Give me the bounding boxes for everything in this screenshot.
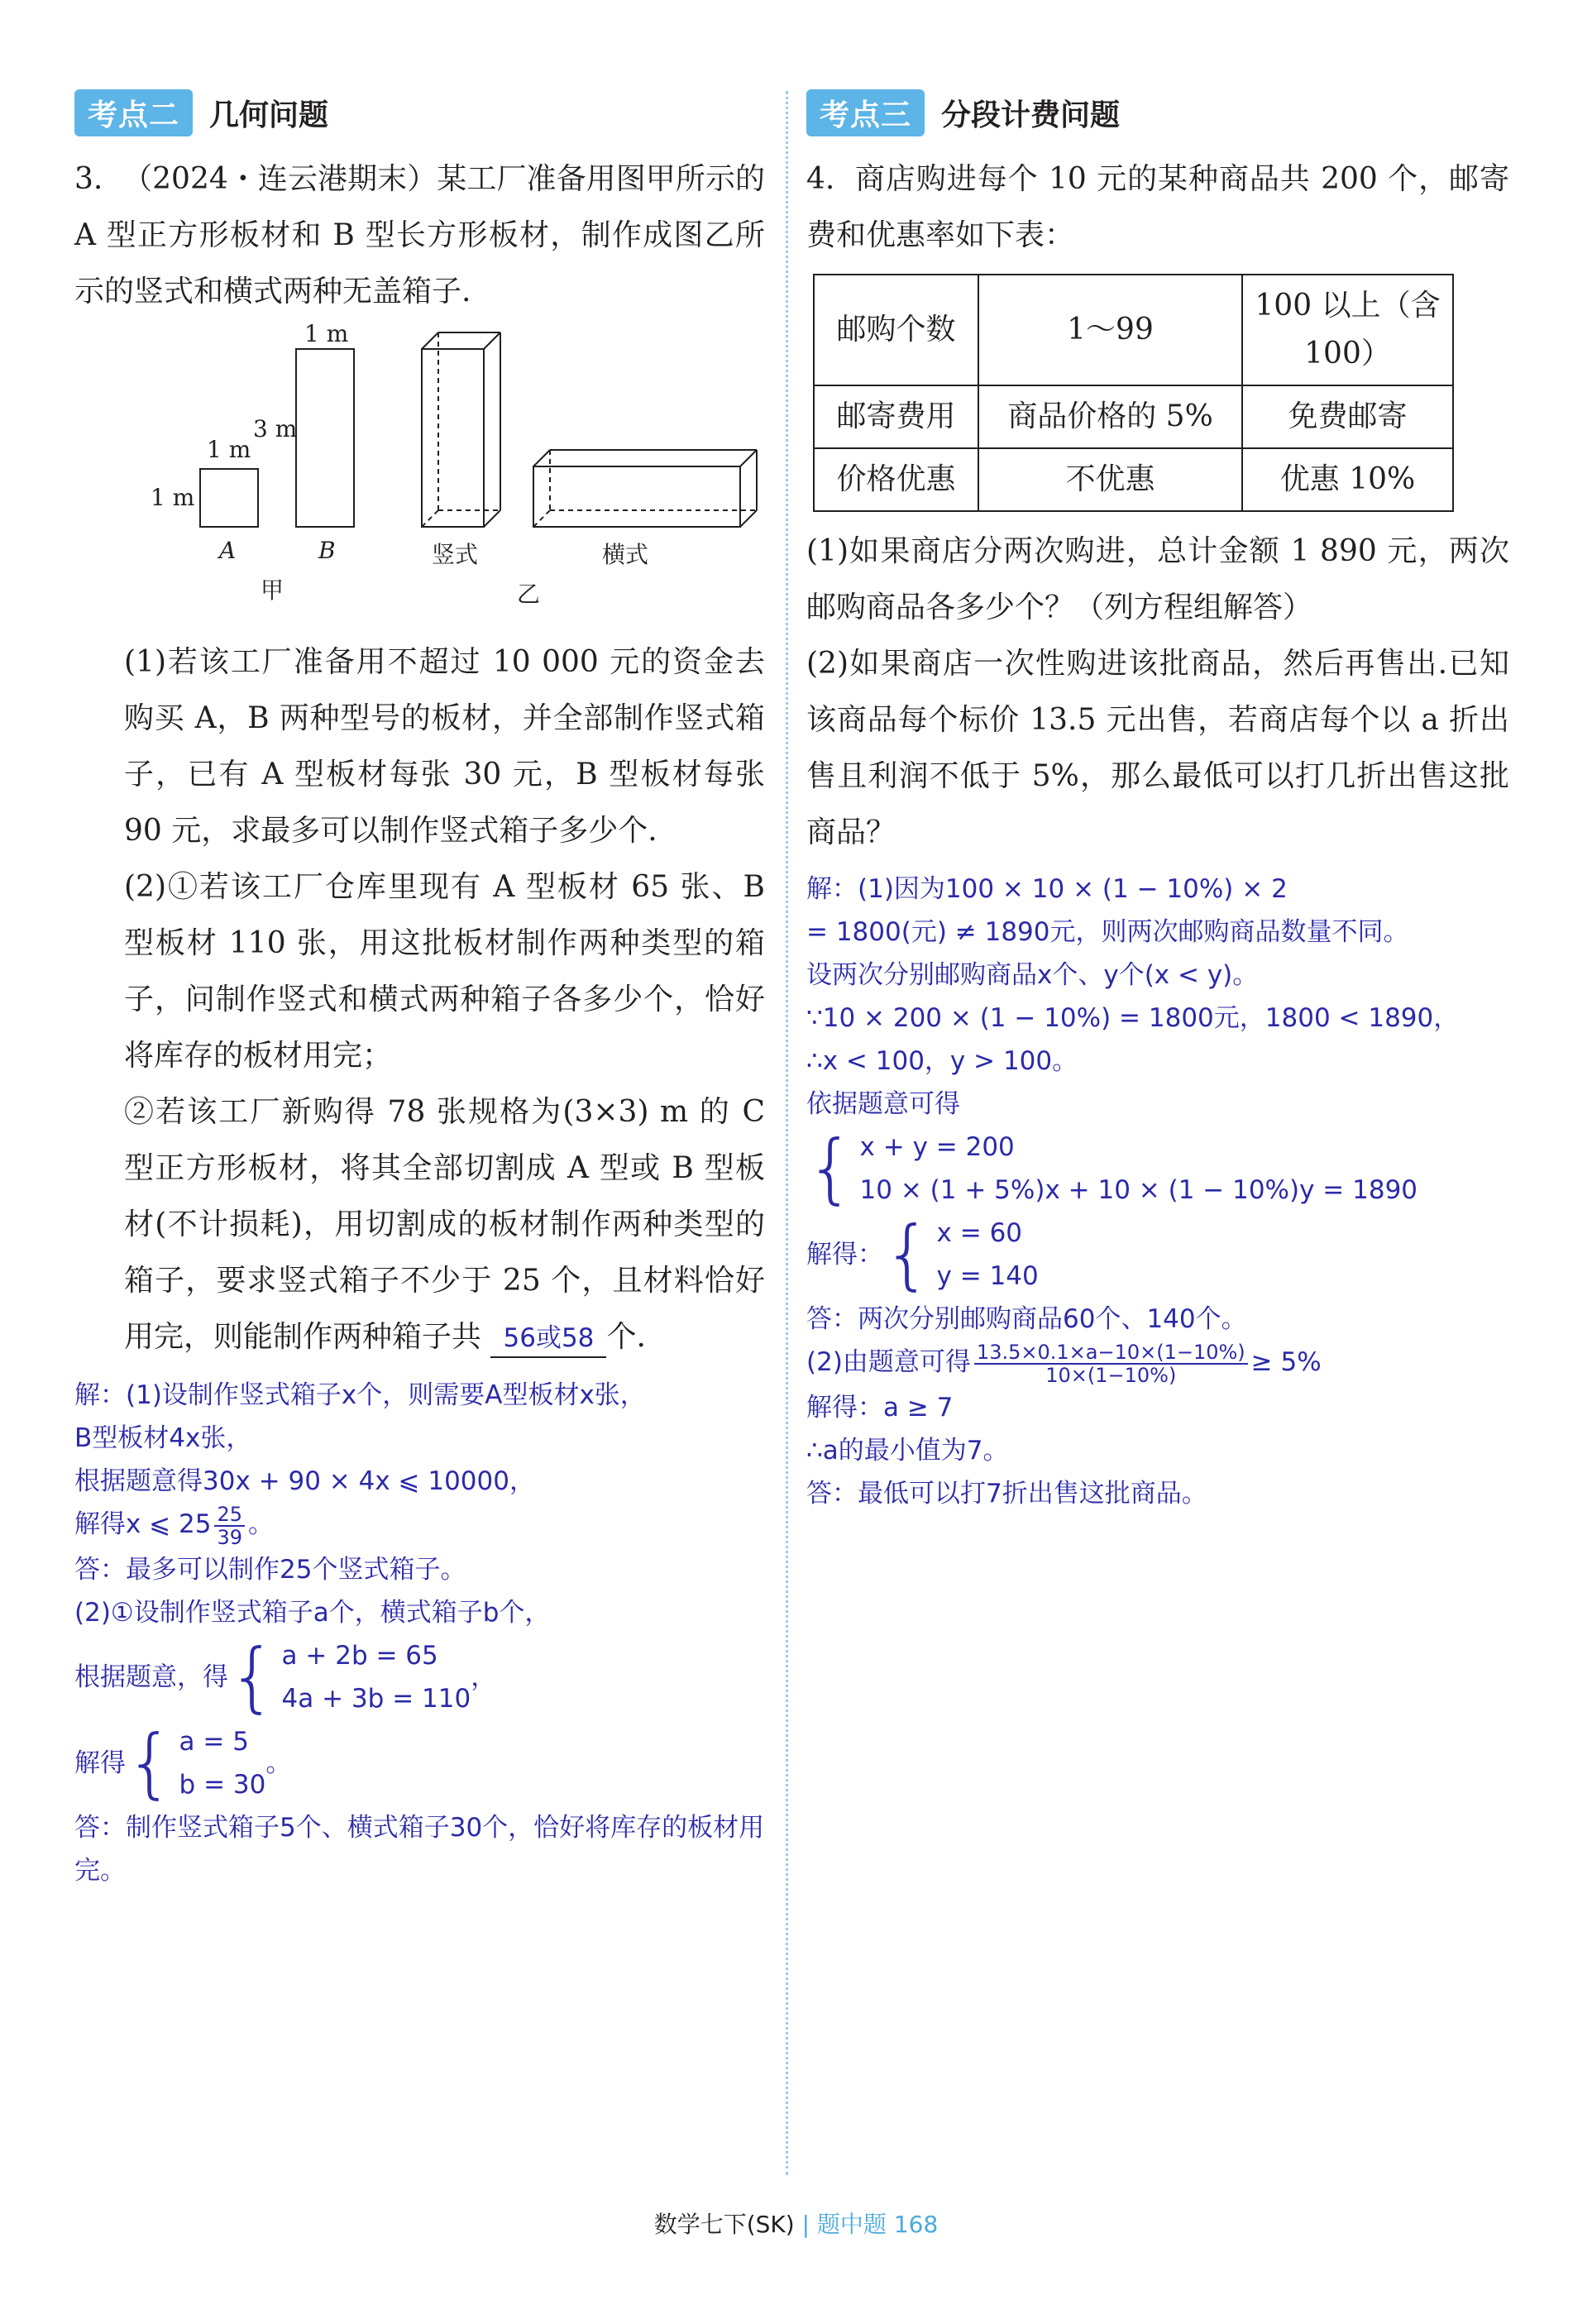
question-3-part-2-2 bbox=[74, 1084, 765, 1365]
solution-4 bbox=[806, 868, 1509, 1515]
solution-line: ∴x < 100，y > 100。 bbox=[806, 1046, 1078, 1076]
solution-text: ， bbox=[471, 1662, 497, 1692]
table-cell: 商品价格的 5% bbox=[978, 385, 1242, 448]
figure-drawing bbox=[74, 320, 765, 634]
equation-system bbox=[74, 1720, 765, 1806]
solution-3 bbox=[74, 1374, 765, 1892]
equation: y = 140 bbox=[936, 1261, 1039, 1291]
section-title: 几何问题 bbox=[209, 98, 329, 132]
table-cell: 不优惠 bbox=[978, 448, 1242, 511]
solution-line bbox=[806, 1341, 1509, 1386]
solution-line: 依据题意可得 bbox=[806, 1089, 960, 1119]
label-a-left: 1 m bbox=[151, 484, 195, 511]
fraction bbox=[974, 1341, 1248, 1386]
page-footer bbox=[0, 2207, 1592, 2240]
after-blank-text: 个. bbox=[606, 1320, 646, 1354]
equation-system bbox=[806, 1212, 1509, 1298]
footer-section: 题中题 bbox=[816, 2211, 887, 2238]
footer-book: 数学七下(SK) bbox=[653, 2211, 795, 2238]
solution-line: (2)①设制作竖式箱子a个，横式箱子b个， bbox=[74, 1597, 551, 1628]
question-4-part-1: (1)如果商店分两次购进，总计金额 1 890 元，两次邮购商品各多少个？（列方程组解答） bbox=[806, 534, 1509, 624]
question-number: 4. bbox=[806, 162, 835, 196]
solution-text: 解得x ⩽ 25 bbox=[74, 1509, 212, 1539]
section-title: 分段计费问题 bbox=[941, 98, 1121, 132]
equation: a + 2b = 65 bbox=[281, 1640, 438, 1671]
section-header-geometry bbox=[74, 87, 765, 138]
label-vertical-box: 竖式 bbox=[432, 541, 479, 568]
label-a-top: 1 m bbox=[207, 436, 251, 463]
equation: 4a + 3b = 110 bbox=[281, 1683, 471, 1714]
equation: b = 30 bbox=[179, 1769, 266, 1800]
solution-line: 解得：a ≥ 7 bbox=[806, 1392, 954, 1423]
equation: 10 × (1 + 5%)x + 10 × (1 − 10%)y = 1890 bbox=[859, 1175, 1418, 1205]
solution-line bbox=[74, 1503, 765, 1548]
brace-symbol: { bbox=[883, 1210, 932, 1298]
label-b-top: 1 m bbox=[304, 320, 349, 347]
solution-text: 根据题意，得 bbox=[74, 1662, 228, 1692]
solution-line: 设两次分别邮购商品x个、y个(x < y)。 bbox=[806, 960, 1259, 990]
question-4-part-2: (2)如果商店一次性购进该批商品，然后再售出.已知该商品每个标价 13.5 元出售，若商店每个以 a 折出售且利润不低于 5%，那么最低可以打几折出售这批商品？ bbox=[806, 647, 1509, 849]
solution-line: 答：两次分别邮购商品60个、140个。 bbox=[806, 1304, 1247, 1334]
solution-text: 解得： bbox=[806, 1240, 883, 1270]
question-stem-2: A 型正方形板材和 B 型长方形板材，制作成图乙所示的竖式和横式两种无盖箱子. bbox=[74, 218, 765, 308]
solution-line: 根据题意得30x + 90 × 4x ⩽ 10000， bbox=[74, 1466, 535, 1496]
label-a: A bbox=[219, 537, 237, 564]
table-cell: 优惠 10% bbox=[1242, 448, 1453, 511]
solution-text: 。 bbox=[265, 1748, 292, 1778]
solution-line: ∵10 × 200 × (1 − 10%) = 1800元，1800 < 1890， bbox=[806, 1003, 1460, 1033]
label-figure-jia: 甲 bbox=[261, 576, 284, 604]
solution-line: 答：制作竖式箱子5个、横式箱子30个，恰好将库存的板材用完。 bbox=[74, 1812, 765, 1886]
table-row bbox=[814, 385, 1453, 448]
fraction-numerator: 13.5×0.1×a−10×(1−10%) bbox=[974, 1341, 1248, 1365]
answer-blank: 56或58 bbox=[490, 1320, 606, 1358]
rates-table bbox=[813, 274, 1454, 512]
fraction-denominator: 39 bbox=[217, 1525, 243, 1549]
solution-line: B型板材4x张， bbox=[74, 1423, 252, 1453]
table-cell: 1～99 bbox=[978, 275, 1242, 385]
equation-system bbox=[806, 1126, 1509, 1212]
equation: x + y = 200 bbox=[859, 1132, 1015, 1162]
solution-text: ≥ 5% bbox=[1250, 1347, 1322, 1377]
solution-text: (2)由题意可得 bbox=[806, 1347, 971, 1377]
equation-system bbox=[74, 1634, 765, 1720]
right-column bbox=[806, 87, 1509, 1515]
solution-line: 答：最多可以制作25个竖式箱子。 bbox=[74, 1554, 466, 1585]
solution-text: 。 bbox=[248, 1509, 275, 1539]
label-b-side: 3 m bbox=[253, 415, 298, 442]
solution-line: 解：(1)设制作竖式箱子x个，则需要A型板材x张， bbox=[74, 1380, 646, 1410]
solution-line: 解：(1)因为100 × 10 × (1 − 10%) × 2 bbox=[806, 874, 1288, 904]
solution-line: 答：最低可以打7折出售这批商品。 bbox=[806, 1478, 1207, 1509]
table-cell: 邮寄费用 bbox=[814, 385, 978, 448]
equation-lines bbox=[860, 1126, 1418, 1212]
section-tag: 考点三 bbox=[806, 89, 925, 136]
equation-lines bbox=[179, 1720, 266, 1806]
column-divider bbox=[786, 91, 788, 2175]
table-cell: 价格优惠 bbox=[814, 448, 978, 511]
label-figure-yi: 乙 bbox=[517, 581, 541, 608]
question-3 bbox=[74, 151, 765, 320]
question-3-part-2-2-text: ②若该工厂新购得 78 张规格为(3×3) m 的 C 型正方形板材，将其全部切割成 A 型或 B 型板材(不计损耗)，用切割成的板材制作两种类型的箱子，要求竖式箱子不少于 25 个，且材料恰好用完，则能制作两种箱子共 bbox=[124, 1095, 765, 1354]
question-4 bbox=[806, 151, 1509, 264]
question-stem-1: （2024・连云港期末）某工厂准备用图甲所示的 bbox=[122, 162, 765, 196]
brace-symbol: { bbox=[806, 1124, 855, 1212]
fraction bbox=[214, 1504, 245, 1548]
table-row bbox=[814, 448, 1453, 511]
section-header-tiered-pricing bbox=[806, 87, 1509, 138]
label-b: B bbox=[318, 537, 336, 564]
fraction-denominator: 10×(1−10%) bbox=[1045, 1363, 1177, 1387]
question-stem: 商店购进每个 10 元的某种商品共 200 个，邮寄费和优惠率如下表： bbox=[806, 162, 1509, 252]
equation: x = 60 bbox=[936, 1218, 1023, 1248]
equation-lines bbox=[937, 1212, 1039, 1298]
equation-lines bbox=[282, 1634, 471, 1720]
question-3-part-2-1: (2)①若该工厂仓库里现有 A 型板材 65 张、B 型板材 110 张，用这批板材制作两种类型的箱子，问制作竖式和横式两种箱子各多少个，恰好将库存的板材用完； bbox=[124, 870, 765, 1073]
footer-separator: | bbox=[801, 2211, 810, 2238]
question-3-part-1: (1)若该工厂准备用不超过 10 000 元的资金去购买 A，B 两种型号的板材，并全部制作竖式箱子，已有 A 型板材每张 30 元，B 型板材每张 90 元，求最多可以制作竖式箱子多少个. bbox=[124, 645, 765, 848]
table-cell: 免费邮寄 bbox=[1242, 385, 1453, 448]
equation: a = 5 bbox=[179, 1726, 249, 1757]
solution-line: ∴a的最小值为7。 bbox=[806, 1435, 1009, 1466]
fraction-numerator: 25 bbox=[214, 1504, 245, 1527]
solution-text: 解得 bbox=[74, 1748, 126, 1778]
solution-line: = 1800(元) ≠ 1890元，则两次邮购商品数量不同。 bbox=[806, 917, 1409, 947]
section-tag: 考点二 bbox=[74, 89, 193, 136]
figure-boards-and-boxes bbox=[74, 320, 765, 634]
table-row bbox=[814, 275, 1453, 385]
page-number: 168 bbox=[893, 2211, 939, 2238]
label-horizontal-box: 横式 bbox=[602, 541, 649, 568]
brace-symbol: { bbox=[228, 1632, 277, 1721]
question-number: 3. bbox=[74, 162, 103, 196]
table-cell: 100 以上（含 100） bbox=[1242, 275, 1453, 385]
brace-symbol: { bbox=[126, 1718, 174, 1807]
table-cell: 邮购个数 bbox=[814, 275, 978, 385]
left-column bbox=[74, 87, 765, 1892]
